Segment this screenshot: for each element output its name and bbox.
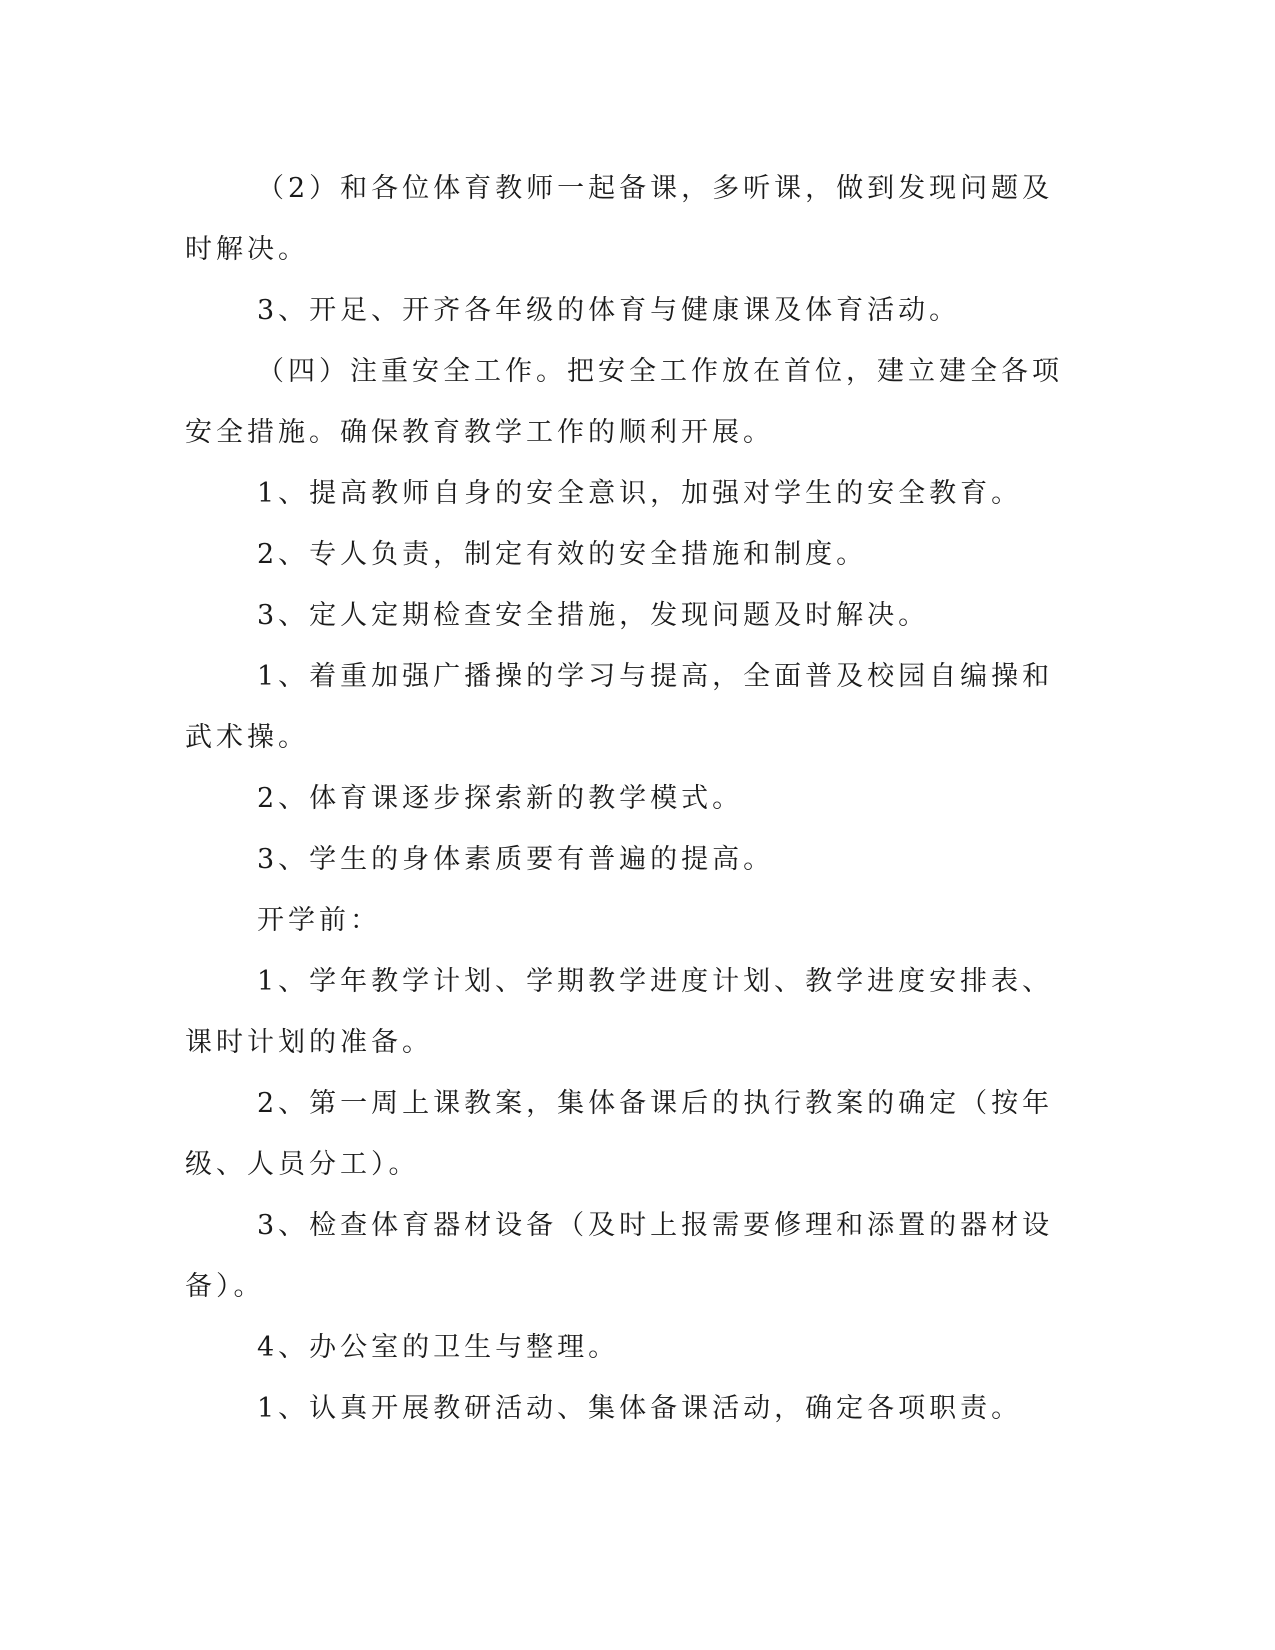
paragraph-physical-quality: 3、学生的身体素质要有普遍的提高。: [257, 844, 775, 875]
paragraph-research-activities: 1、认真开展教研活动、集体备课活动，确定各项职责。: [257, 1393, 1023, 1424]
paragraph-lesson-prep: （2）和各位体育教师一起备课，多听课，做到发现问题及时解决。: [185, 173, 1054, 265]
paragraph-broadcast-exercise: 1、着重加强广播操的学习与提高，全面普及校园自编操和武术操。: [185, 661, 1054, 753]
paragraph-office-cleaning: 4、办公室的卫生与整理。: [257, 1332, 620, 1363]
paragraph-equipment-check: 3、检查体育器材设备（及时上报需要修理和添置的器材设备）。: [185, 1210, 1054, 1302]
paragraph-pe-classes: 3、开足、开齐各年级的体育与健康课及体育活动。: [257, 295, 961, 326]
paragraph-first-week: 2、第一周上课教案，集体备课后的执行教案的确定（按年级、人员分工）。: [185, 1088, 1054, 1180]
paragraph-before-school: 开学前：: [257, 905, 381, 936]
document-body: [185, 158, 1065, 1439]
paragraph-safety-inspection: 3、定人定期检查安全措施，发现问题及时解决。: [257, 600, 930, 631]
paragraph-teaching-model: 2、体育课逐步探索新的教学模式。: [257, 783, 744, 814]
paragraph-safety-heading: （四）注重安全工作。把安全工作放在首位，建立建全各项安全措施。确保教育教学工作的顺利开展。: [185, 356, 1063, 448]
paragraph-safety-responsibility: 2、专人负责，制定有效的安全措施和制度。: [257, 539, 868, 570]
paragraph-teaching-plan: 1、学年教学计划、学期教学进度计划、教学进度安排表、课时计划的准备。: [185, 966, 1054, 1058]
paragraph-safety-awareness: 1、提高教师自身的安全意识，加强对学生的安全教育。: [257, 478, 1023, 509]
